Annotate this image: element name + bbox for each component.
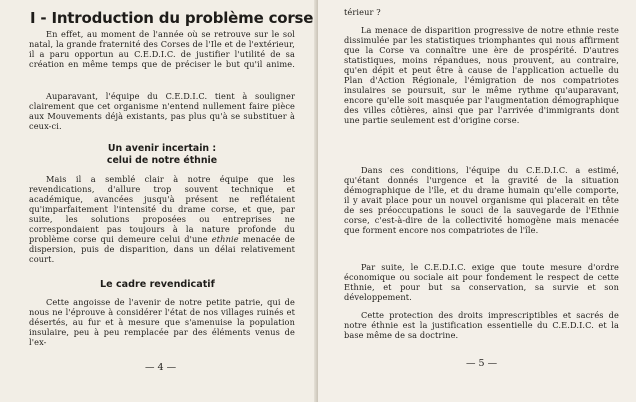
ethnie-paragraph-start: Mais il a semblé clair à notre équipe que les revendications, d'allure trop souvent technique et académique, avancées jusqu'à présent ne reflétaient qu'imparfaitement l'intensité du drame corse, et que, par suite, les solutions proposées ou entreprises ne correspondaient pas toujours à la nature profonde du problème corse qui demeure celui d'une <box>29 174 295 244</box>
ethnie-paragraph-end: menacée de dispersion, puis de disparition, dans un délai relativement court. <box>29 234 295 264</box>
section-heading-line-1: Un avenir incertain : <box>107 143 217 154</box>
page-number-left: — 4 — <box>145 362 177 373</box>
exigence-paragraph: Par suite, le C.E.D.I.C. exige que toute mesure d'ordre économique ou sociale ait pour fondement le respect de cette Ethnie, et pour but sa conservation, sa survie et son développement. <box>344 262 619 302</box>
conditions-paragraph: Dans ces conditions, l'équipe du C.E.D.I.C. a estimé, qu'étant donnés l'urgence et la gravité de la situation démographique de l'île, et du drame humain qu'elle comporte, il y avait place pour un nouvel organisme qui placerait en tête de ses préoccupations le souci de la sauvegarde de l'Ethnie corse, c'est-à-dire de la collectivité homogène mais menacée que forment encore nos compatriotes de l'île. <box>344 165 619 235</box>
page-title: I - Introduction du problème corse <box>30 9 314 27</box>
angoisse-paragraph: Cette angoisse de l'avenir de notre petite patrie, qui de nous ne l'éprouve à considérer l'état de nos villages ruinés et désertés, au fur et à mesure que s'amenuise la population insulaire, peu à peu remplacée par des éléments venus de l'ex- <box>29 297 295 347</box>
menace-paragraph: La menace de disparition progressive de notre ethnie reste dissimulée par les statistiques triomphantes qui nous affirment que la Corse va connaître une ère de prospérité. D'autres statistiques, moins répandues, nous prouvent, au contraire, qu'en dépit et peut être à cause de l'application actuelle du Plan d'Action Régionale, l'émigration de nos compatriotes insulaires se poursuit, sur le même rythme qu'auparavant, encore qu'elle soit masquée par l'augmentation démographique des villes côtières, ainsi que par l'arrivée d'immigrants dont une partie seulement est d'origine corse. <box>344 25 619 125</box>
preamble-paragraph: Auparavant, l'équipe du C.E.D.I.C. tient à souligner clairement que cet organisme n'entend nullement faire pièce aux Mouvements déjà existants, pas plus qu'à se substituer à ceux-ci. <box>29 91 295 131</box>
right-page <box>318 0 636 402</box>
section-heading-cadre: Le cadre revendicatif <box>100 279 215 290</box>
ethnie-emphasis: ethnie <box>211 234 239 244</box>
page-number-right: — 5 — <box>466 358 498 369</box>
intro-paragraph: En effet, au moment de l'année où se retrouve sur le sol natal, la grande fraternité des Corses de l'Ile et de l'extérieur, il a paru opportun au C.E.D.I.C. de justifier l'utilité de sa création en même temps que de préciser le but qu'il anime. <box>29 29 295 69</box>
continuation-line: térieur ? <box>344 7 381 17</box>
ethnie-paragraph <box>29 174 295 264</box>
section-heading-line-2: celui de notre éthnie <box>106 154 218 166</box>
section-heading-avenir <box>29 143 295 166</box>
protection-paragraph: Cette protection des droits imprescriptibles et sacrés de notre éthnie est la justification essentielle du C.E.D.I.C. et la base même de sa doctrine. <box>344 310 619 340</box>
